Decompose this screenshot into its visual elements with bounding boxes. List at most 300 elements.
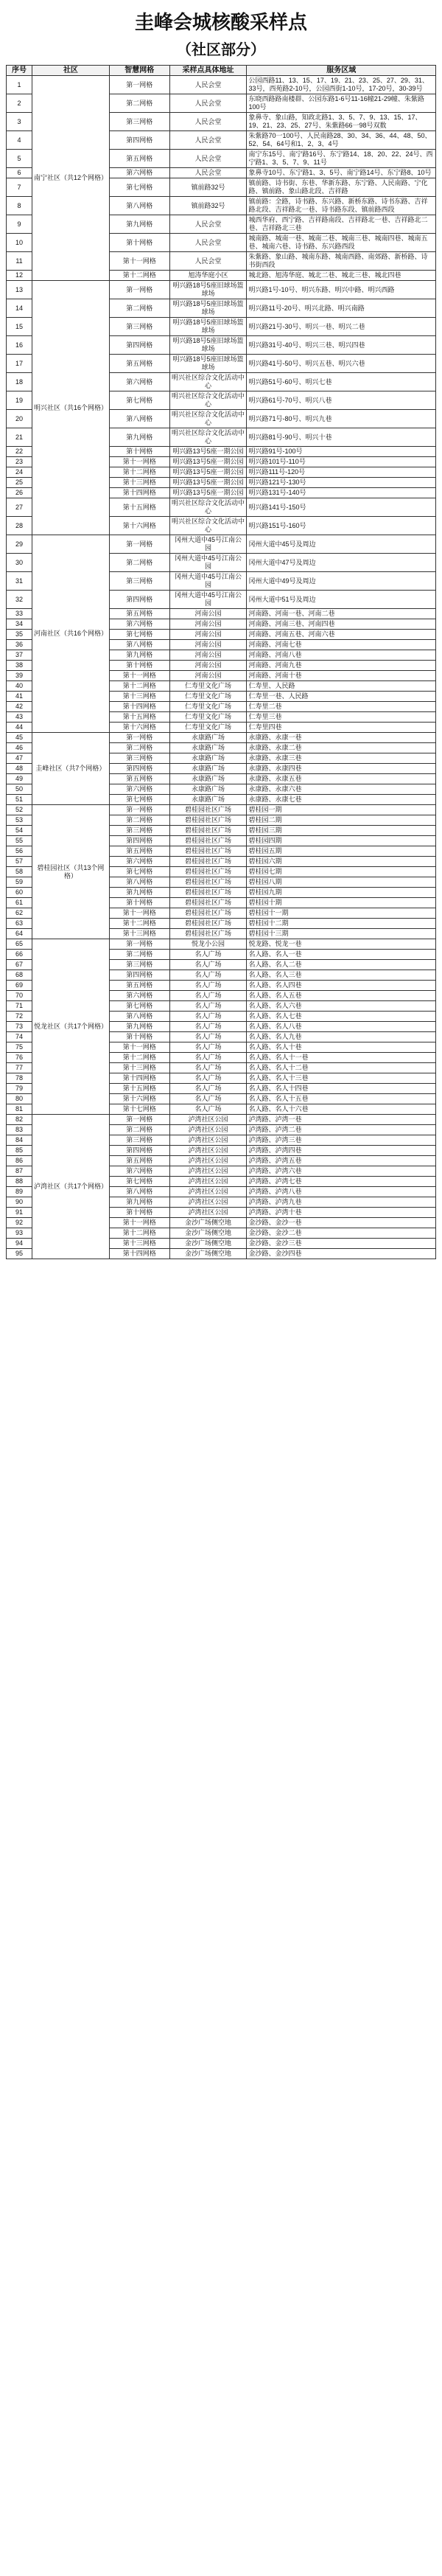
cell-site: 明兴路13号5座一期公园: [169, 447, 247, 457]
cell-no: 30: [7, 554, 32, 572]
cell-no: 68: [7, 970, 32, 981]
cell-area: 明兴路121号-130号: [247, 478, 436, 488]
cell-area: 碧桂园十三期: [247, 929, 436, 939]
cell-no: 94: [7, 1239, 32, 1249]
cell-area: 名人路、名人十四巷: [247, 1084, 436, 1094]
cell-grid: 第一网格: [109, 733, 169, 743]
cell-site: 明兴社区综合文化活动中心: [169, 391, 247, 410]
cell-site: 仁寿里文化广场: [169, 702, 247, 712]
cell-no: 58: [7, 867, 32, 877]
cell-no: 34: [7, 619, 32, 630]
cell-no: 62: [7, 908, 32, 919]
cell-area: 仁寿里二巷: [247, 702, 436, 712]
cell-grid: 第七网格: [109, 391, 169, 410]
cell-site: 碧桂园社区广场: [169, 929, 247, 939]
cell-site: 碧桂园社区广场: [169, 867, 247, 877]
cell-site: 碧桂园社区广场: [169, 836, 247, 846]
cell-grid: 第十二网格: [109, 1053, 169, 1063]
cell-grid: 第二网格: [109, 950, 169, 960]
cell-area: 仁寿里、人民路: [247, 681, 436, 692]
cell-site: 泸湾社区公园: [169, 1208, 247, 1218]
cell-site: 泸湾社区公园: [169, 1156, 247, 1166]
cell-grid: 第十二网格: [109, 681, 169, 692]
cell-grid: 第十二网格: [109, 1228, 169, 1239]
cell-no: 46: [7, 743, 32, 753]
cell-grid: 第五网格: [109, 150, 169, 168]
cell-no: 36: [7, 640, 32, 650]
cell-site: 仁寿里文化广场: [169, 681, 247, 692]
cell-no: 12: [7, 271, 32, 281]
cell-grid: 第七网格: [109, 867, 169, 877]
cell-site: 明兴路13号5座一期公园: [169, 457, 247, 467]
cell-site: 明兴社区综合文化活动中心: [169, 428, 247, 447]
cell-grid: 第五网格: [109, 355, 169, 373]
cell-community: 河南社区（共16个网格）: [32, 535, 109, 733]
cell-area: 明兴路101号-110号: [247, 457, 436, 467]
cell-site: 泸湾社区公园: [169, 1115, 247, 1125]
cell-area: 象鼻寺10号、东宁路1、3、5号、南宁路14号、东宁路8、10号: [247, 168, 436, 178]
cell-no: 19: [7, 391, 32, 410]
cell-area: 悦龙路、悦龙一巷: [247, 939, 436, 950]
cell-no: 24: [7, 467, 32, 478]
cell-no: 29: [7, 535, 32, 554]
page-title: 圭峰会城核酸采样点: [134, 11, 307, 33]
cell-no: 40: [7, 681, 32, 692]
cell-no: 50: [7, 784, 32, 795]
cell-site: 明兴社区综合文化活动中心: [169, 410, 247, 428]
cell-site: 镇前路32号: [169, 197, 247, 215]
cell-site: 名人广场: [169, 1042, 247, 1053]
cell-site: 河南公园: [169, 609, 247, 619]
cell-no: 67: [7, 960, 32, 970]
cell-site: 明兴社区综合文化活动中心: [169, 517, 247, 535]
cell-grid: 第十一网格: [109, 457, 169, 467]
cell-area: 明兴路131号-140号: [247, 488, 436, 498]
cell-no: 70: [7, 991, 32, 1001]
cell-area: 金沙路、金沙四巷: [247, 1249, 436, 1259]
cell-no: 7: [7, 178, 32, 197]
table-header-row: [7, 66, 436, 76]
sampling-table: [6, 65, 436, 1259]
cell-area: 明兴路151号-160号: [247, 517, 436, 535]
cell-no: 90: [7, 1197, 32, 1208]
cell-area: 仁寿里四巷: [247, 723, 436, 733]
cell-grid: 第四网格: [109, 336, 169, 355]
cell-community: 碧桂园社区（共13个网格）: [32, 805, 109, 939]
cell-grid: 第四网格: [109, 836, 169, 846]
cell-area: 明兴路111号-120号: [247, 467, 436, 478]
cell-site: 明兴路18号5座旧球场篮球场: [169, 299, 247, 318]
cell-no: 81: [7, 1104, 32, 1115]
cell-no: 82: [7, 1115, 32, 1125]
page-subtitle: （社区部分）: [177, 42, 265, 58]
cell-no: 5: [7, 150, 32, 168]
cell-site: 泸湾社区公园: [169, 1146, 247, 1156]
cell-area: 河南路、河南三巷、河南四巷: [247, 619, 436, 630]
cell-site: 金沙广场侧空地: [169, 1239, 247, 1249]
cell-site: 碧桂园社区广场: [169, 908, 247, 919]
cell-site: 河南公园: [169, 661, 247, 671]
cell-area: 名人路、名人七巷: [247, 1012, 436, 1022]
cell-no: 18: [7, 373, 32, 391]
cell-site: 明兴路13号5座一期公园: [169, 478, 247, 488]
cell-area: 金沙路、金沙一巷: [247, 1218, 436, 1228]
cell-grid: 第六网格: [109, 619, 169, 630]
cell-no: 31: [7, 572, 32, 591]
cell-grid: 第二网格: [109, 299, 169, 318]
cell-grid: 第七网格: [109, 795, 169, 805]
cell-area: 泸湾路、泸湾九巷: [247, 1197, 436, 1208]
cell-grid: 第八网格: [109, 197, 169, 215]
cell-grid: 第十五网格: [109, 1084, 169, 1094]
cell-site: 人民会堂: [169, 131, 247, 150]
cell-site: 泸湾社区公园: [169, 1187, 247, 1197]
cell-no: 92: [7, 1218, 32, 1228]
cell-area: 名人路、名人十一巷: [247, 1053, 436, 1063]
cell-area: 泸湾路、泸湾三巷: [247, 1135, 436, 1146]
cell-site: 人民会堂: [169, 252, 247, 271]
cell-grid: 第三网格: [109, 572, 169, 591]
cell-area: 碧桂园三期: [247, 826, 436, 836]
cell-area: 城西华府、西宁路、吉祥路南段、吉祥路北一巷、吉祥路北二巷、吉祥路北三巷: [247, 215, 436, 234]
cell-no: 88: [7, 1177, 32, 1187]
cell-no: 41: [7, 692, 32, 702]
cell-site: 冈州大道中45号江南公园: [169, 535, 247, 554]
cell-area: 名人路、名人五巷: [247, 991, 436, 1001]
cell-site: 镇前路32号: [169, 178, 247, 197]
cell-site: 泸湾社区公园: [169, 1197, 247, 1208]
cell-no: 60: [7, 888, 32, 898]
cell-area: 河南路、河南一巷、河南二巷: [247, 609, 436, 619]
cell-grid: 第十网格: [109, 1032, 169, 1042]
cell-site: 名人广场: [169, 1063, 247, 1073]
table-row: [7, 281, 436, 299]
cell-no: 35: [7, 630, 32, 640]
cell-site: 永康路广场: [169, 743, 247, 753]
cell-area: 明兴路11号-20号、明兴北路、明兴南路: [247, 299, 436, 318]
cell-no: 72: [7, 1012, 32, 1022]
cell-no: 74: [7, 1032, 32, 1042]
cell-no: 13: [7, 281, 32, 299]
cell-no: 26: [7, 488, 32, 498]
cell-area: 河南路、河南五巷、河南六巷: [247, 630, 436, 640]
cell-no: 39: [7, 671, 32, 681]
cell-area: 永康路、永康七巷: [247, 795, 436, 805]
cell-grid: 第四网格: [109, 131, 169, 150]
cell-area: 泸湾路、泸湾六巷: [247, 1166, 436, 1177]
cell-no: 16: [7, 336, 32, 355]
cell-site: 明兴路18号5座旧球场篮球场: [169, 336, 247, 355]
cell-no: 1: [7, 76, 32, 94]
cell-no: 91: [7, 1208, 32, 1218]
cell-no: 15: [7, 318, 32, 336]
cell-no: 57: [7, 857, 32, 867]
cell-area: 碧桂园五期: [247, 846, 436, 857]
cell-site: 名人广场: [169, 960, 247, 970]
cell-site: 名人广场: [169, 1084, 247, 1094]
cell-no: 80: [7, 1094, 32, 1104]
cell-no: 54: [7, 826, 32, 836]
cell-area: 明兴路61号-70号、明兴八巷: [247, 391, 436, 410]
cell-grid: 第十网格: [109, 447, 169, 457]
cell-grid: 第十网格: [109, 898, 169, 908]
cell-no: 8: [7, 197, 32, 215]
cell-no: 76: [7, 1053, 32, 1063]
cell-no: 44: [7, 723, 32, 733]
cell-site: 碧桂园社区广场: [169, 805, 247, 815]
cell-site: 名人广场: [169, 1012, 247, 1022]
cell-site: 永康路广场: [169, 733, 247, 743]
cell-area: 明兴路41号-50号、明兴五巷、明兴六巷: [247, 355, 436, 373]
cell-no: 42: [7, 702, 32, 712]
cell-site: 碧桂园社区广场: [169, 857, 247, 867]
cell-site: 人民会堂: [169, 215, 247, 234]
cell-area: 河南路、河南七巷: [247, 640, 436, 650]
cell-no: 93: [7, 1228, 32, 1239]
cell-no: 21: [7, 428, 32, 447]
cell-grid: 第一网格: [109, 1115, 169, 1125]
cell-grid: 第三网格: [109, 318, 169, 336]
cell-area: 东晓西路路南楼群、公园东路1-6号11-16幢21-29幢、朱紫路100号: [247, 94, 436, 113]
cell-grid: 第三网格: [109, 1135, 169, 1146]
cell-no: 71: [7, 1001, 32, 1012]
cell-grid: 第四网格: [109, 970, 169, 981]
cell-site: 名人广场: [169, 1104, 247, 1115]
cell-site: 碧桂园社区广场: [169, 888, 247, 898]
cell-area: 泸湾路、泸湾一巷: [247, 1115, 436, 1125]
cell-grid: 第一网格: [109, 939, 169, 950]
cell-site: 名人广场: [169, 981, 247, 991]
cell-no: 84: [7, 1135, 32, 1146]
cell-no: 45: [7, 733, 32, 743]
cell-no: 20: [7, 410, 32, 428]
cell-site: 碧桂园社区广场: [169, 846, 247, 857]
cell-area: 城南路、城南一巷、城南二巷、城南三巷、城南四巷、城南五巷、城南六巷、诗书路、东兴路西段: [247, 234, 436, 252]
cell-grid: 第八网格: [109, 877, 169, 888]
cell-no: 2: [7, 94, 32, 113]
cell-site: 人民会堂: [169, 94, 247, 113]
cell-grid: 第九网格: [109, 650, 169, 661]
column-header-area: 服务区域: [247, 66, 436, 76]
cell-area: 碧桂园二期: [247, 815, 436, 826]
column-header-site: 采样点具体地址: [169, 66, 247, 76]
cell-grid: 第三网格: [109, 826, 169, 836]
cell-grid: 第十二网格: [109, 271, 169, 281]
cell-site: 人民会堂: [169, 76, 247, 94]
document: [0, 7, 442, 1259]
cell-no: 23: [7, 457, 32, 467]
cell-site: 泸湾社区公园: [169, 1135, 247, 1146]
cell-site: 河南公园: [169, 640, 247, 650]
cell-no: 89: [7, 1187, 32, 1197]
cell-no: 95: [7, 1249, 32, 1259]
cell-area: 碧桂园八期: [247, 877, 436, 888]
cell-area: 名人路、名人十五巷: [247, 1094, 436, 1104]
cell-area: 象鼻寺、象山路，知政北路1、3、5、7、9、13、15、17、19、21、23、25、27号、朱紫路66一98号双数: [247, 113, 436, 131]
cell-community: 悦龙社区（共17个网格）: [32, 939, 109, 1115]
cell-site: 永康路广场: [169, 795, 247, 805]
cell-site: 永康路广场: [169, 774, 247, 784]
cell-area: 镇前路、诗书街、东巷、华新东路、东宁路、人民南路、宁化路、镇前路、象山路北段、吉祥路: [247, 178, 436, 197]
cell-site: 永康路广场: [169, 784, 247, 795]
cell-area: 永康路、永康四巷: [247, 764, 436, 774]
table-row: [7, 733, 436, 743]
cell-no: 32: [7, 591, 32, 609]
cell-no: 59: [7, 877, 32, 888]
cell-area: 冈州大道中45号及周边: [247, 535, 436, 554]
cell-no: 69: [7, 981, 32, 991]
cell-site: 人民会堂: [169, 150, 247, 168]
cell-area: 朱紫路、象山路、城南东路、城南西路、南郊路、新桥路、诗书街西段: [247, 252, 436, 271]
cell-no: 83: [7, 1125, 32, 1135]
cell-site: 名人广场: [169, 1001, 247, 1012]
cell-area: 城北路、旭涛华庭、城北二巷、城北三巷、城北四巷: [247, 271, 436, 281]
cell-no: 52: [7, 805, 32, 815]
cell-grid: 第十三网格: [109, 692, 169, 702]
cell-site: 冈州大道中45号江南公园: [169, 591, 247, 609]
cell-area: 河南路、河南十巷: [247, 671, 436, 681]
cell-area: 明兴路141号-150号: [247, 498, 436, 517]
cell-site: 名人广场: [169, 1073, 247, 1084]
cell-area: 冈州大道中47号及周边: [247, 554, 436, 572]
cell-no: 17: [7, 355, 32, 373]
cell-area: 泸湾路、泸湾四巷: [247, 1146, 436, 1156]
cell-site: 明兴路18号5座旧球场篮球场: [169, 318, 247, 336]
cell-site: 河南公园: [169, 630, 247, 640]
cell-grid: 第十网格: [109, 661, 169, 671]
cell-site: 悦龙小公园: [169, 939, 247, 950]
cell-no: 87: [7, 1166, 32, 1177]
cell-grid: 第三网格: [109, 113, 169, 131]
cell-area: 名人路、名人八巷: [247, 1022, 436, 1032]
cell-no: 65: [7, 939, 32, 950]
cell-area: 泸湾路、泸湾十巷: [247, 1208, 436, 1218]
cell-grid: 第五网格: [109, 846, 169, 857]
cell-area: 名人路、名人三巷: [247, 970, 436, 981]
cell-grid: 第六网格: [109, 784, 169, 795]
cell-site: 明兴路13号5座一期公园: [169, 488, 247, 498]
cell-site: 名人广场: [169, 1022, 247, 1032]
cell-site: 名人广场: [169, 950, 247, 960]
cell-grid: 第九网格: [109, 215, 169, 234]
cell-grid: 第七网格: [109, 630, 169, 640]
cell-grid: 第二网格: [109, 743, 169, 753]
cell-site: 碧桂园社区广场: [169, 898, 247, 908]
cell-grid: 第七网格: [109, 1001, 169, 1012]
cell-area: 永康路、永康一巷: [247, 733, 436, 743]
cell-grid: 第十四网格: [109, 702, 169, 712]
cell-grid: 第八网格: [109, 1187, 169, 1197]
cell-area: 明兴路91号-100号: [247, 447, 436, 457]
cell-no: 49: [7, 774, 32, 784]
cell-area: 金沙路、金沙二巷: [247, 1228, 436, 1239]
cell-grid: 第十六网格: [109, 1094, 169, 1104]
cell-no: 27: [7, 498, 32, 517]
cell-area: 公园西路11、13、15、17、19、21、23、25、27、29、31、33号，西苑路2-10号，公园西街1-10号，17-20号，30-39号: [247, 76, 436, 94]
cell-grid: 第十五网格: [109, 498, 169, 517]
cell-grid: 第二网格: [109, 94, 169, 113]
cell-site: 明兴社区综合文化活动中心: [169, 373, 247, 391]
cell-grid: 第九网格: [109, 1197, 169, 1208]
cell-area: 名人路、名人二巷: [247, 960, 436, 970]
cell-site: 明兴路18号5座旧球场篮球场: [169, 281, 247, 299]
cell-area: 镇前路：全路，诗书路、东兴路、新桥东路、诗书东路、吉祥路北段、吉祥路北一巷、诗书路东段、镇前路西段: [247, 197, 436, 215]
cell-site: 碧桂园社区广场: [169, 826, 247, 836]
cell-site: 冈州大道中45号江南公园: [169, 554, 247, 572]
cell-community: 明兴社区（共16个网格）: [32, 281, 109, 535]
cell-no: 79: [7, 1084, 32, 1094]
column-header-community: 社区: [32, 66, 109, 76]
cell-no: 56: [7, 846, 32, 857]
cell-grid: 第七网格: [109, 178, 169, 197]
cell-area: 冈州大道中49号及周边: [247, 572, 436, 591]
cell-area: 明兴路1号-10号、明兴东路、明兴中路、明兴西路: [247, 281, 436, 299]
cell-site: 明兴社区综合文化活动中心: [169, 498, 247, 517]
cell-no: 4: [7, 131, 32, 150]
cell-site: 名人广场: [169, 1032, 247, 1042]
cell-grid: 第三网格: [109, 753, 169, 764]
cell-area: 河南路、河南八巷: [247, 650, 436, 661]
cell-grid: 第十四网格: [109, 1073, 169, 1084]
table-row: [7, 805, 436, 815]
cell-grid: 第九网格: [109, 1022, 169, 1032]
cell-site: 仁寿里文化广场: [169, 692, 247, 702]
cell-grid: 第五网格: [109, 981, 169, 991]
cell-no: 37: [7, 650, 32, 661]
cell-community: 泸湾社区（共17个网格）: [32, 1115, 109, 1259]
cell-area: 碧桂园十期: [247, 898, 436, 908]
cell-area: 泸湾路、泸湾五巷: [247, 1156, 436, 1166]
cell-area: 金沙路、金沙三巷: [247, 1239, 436, 1249]
cell-grid: 第十一网格: [109, 908, 169, 919]
cell-site: 泸湾社区公园: [169, 1125, 247, 1135]
cell-no: 28: [7, 517, 32, 535]
cell-grid: 第一网格: [109, 535, 169, 554]
cell-no: 9: [7, 215, 32, 234]
cell-grid: 第十一网格: [109, 671, 169, 681]
cell-grid: 第十一网格: [109, 1042, 169, 1053]
cell-area: 河南路、河南九巷: [247, 661, 436, 671]
cell-no: 61: [7, 898, 32, 908]
cell-site: 明兴路18号5座旧球场篮球场: [169, 355, 247, 373]
cell-site: 旭涛华庭小区: [169, 271, 247, 281]
cell-area: 名人路、名人四巷: [247, 981, 436, 991]
cell-no: 75: [7, 1042, 32, 1053]
cell-site: 河南公园: [169, 650, 247, 661]
column-header-grid: 智慧网格: [109, 66, 169, 76]
cell-area: 名人路、名人十六巷: [247, 1104, 436, 1115]
table-row: [7, 939, 436, 950]
table-row: [7, 1115, 436, 1125]
cell-area: 名人路、名人十三巷: [247, 1073, 436, 1084]
cell-no: 25: [7, 478, 32, 488]
cell-grid: 第九网格: [109, 888, 169, 898]
cell-site: 河南公园: [169, 671, 247, 681]
cell-site: 碧桂园社区广场: [169, 919, 247, 929]
cell-grid: 第六网格: [109, 168, 169, 178]
cell-grid: 第十三网格: [109, 929, 169, 939]
cell-no: 85: [7, 1146, 32, 1156]
cell-area: 碧桂园六期: [247, 857, 436, 867]
cell-site: 人民会堂: [169, 234, 247, 252]
cell-community: 南宁社区（共12个网格）: [32, 76, 109, 281]
cell-grid: 第十七网格: [109, 1104, 169, 1115]
cell-no: 6: [7, 168, 32, 178]
cell-area: 明兴路21号-30号、明兴一巷、明兴二巷: [247, 318, 436, 336]
cell-area: 名人路、名人六巷: [247, 1001, 436, 1012]
cell-grid: 第十六网格: [109, 517, 169, 535]
cell-grid: 第四网格: [109, 1146, 169, 1156]
